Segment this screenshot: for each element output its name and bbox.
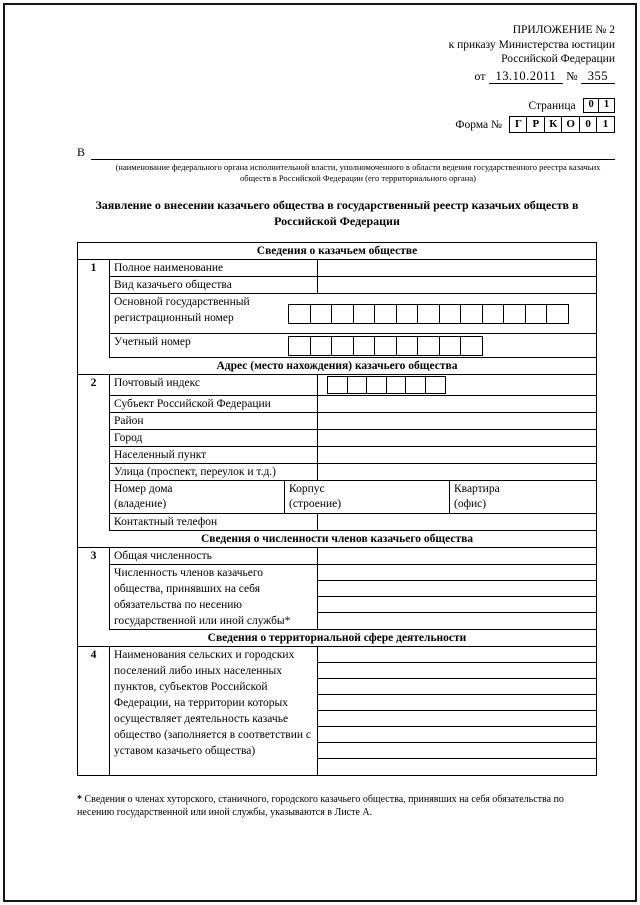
value-territory — [318, 647, 596, 775]
form-code-label: Форма № — [455, 118, 502, 131]
order-date-value: 13.10.2011 — [489, 69, 564, 85]
ruled-line — [318, 613, 596, 629]
page-number-row — [77, 98, 615, 113]
appendix-title: ПРИЛОЖЕНИЕ № 2 — [512, 24, 615, 36]
account-box — [331, 336, 354, 356]
label-account-number: Учетный номер — [114, 336, 191, 348]
section-header-membership: Сведения о численности членов казачьего общества — [78, 531, 596, 548]
label-apartment: Квартира (офис) — [454, 483, 500, 510]
section-header-address: Адрес (место нахождения) казачьего общества — [78, 358, 596, 375]
ruled-line — [318, 581, 596, 597]
ogrn-box — [503, 304, 526, 324]
group-membership — [78, 548, 596, 630]
section-header-society-info: Сведения о казачьем обществе — [78, 243, 596, 260]
ruled-line — [318, 695, 596, 711]
ogrn-digit-boxes — [288, 304, 569, 324]
ogrn-box — [288, 304, 311, 324]
date-prefix: от — [474, 68, 486, 83]
table-row — [110, 375, 596, 396]
value-ogrn — [288, 294, 596, 333]
label-district: Район — [110, 413, 318, 429]
addressee-prefix: В — [77, 145, 86, 159]
cell-building — [285, 481, 450, 513]
ogrn-box — [439, 304, 462, 324]
order-line-2: Российской Федерации — [501, 53, 615, 65]
ruled-line — [318, 759, 596, 775]
form-box-3: О — [561, 116, 580, 133]
account-box — [288, 336, 311, 356]
order-line-1: к приказу Министерства юстиции — [448, 38, 615, 51]
cell-apartment — [450, 481, 596, 513]
account-box — [374, 336, 397, 356]
addressee-note: (наименование федерального органа исполнительной власти, уполномоченного в области ведения государственного реестра казачьих обществ в Российской Федерации (его территориального органа) — [115, 162, 601, 183]
ruled-line — [318, 727, 596, 743]
postal-box — [347, 376, 368, 394]
number-sign: № — [566, 68, 578, 83]
label-society-kind: Вид казачьего общества — [110, 277, 318, 293]
value-society-kind — [318, 277, 596, 293]
group-rows-1 — [110, 260, 596, 358]
table-row — [110, 514, 596, 531]
ogrn-box — [546, 304, 569, 324]
cell-house-number — [110, 481, 285, 513]
group-society-info — [78, 260, 596, 358]
label-settlement: Населенный пункт — [110, 447, 318, 463]
label-service-members: Численность членов казачьего общества, принявших на себя обязательства по несению государственной или иной службы* — [110, 565, 318, 629]
table-row — [110, 396, 596, 413]
page-box-1: 1 — [598, 98, 615, 113]
footnote — [77, 793, 587, 819]
table-row — [110, 413, 596, 430]
group-number-3: 3 — [78, 548, 110, 630]
ogrn-box — [331, 304, 354, 324]
label-contact-phone: Контактный телефон — [110, 514, 318, 530]
form-box-2: К — [544, 116, 563, 133]
section-header-territory: Сведения о территориальной сфере деятельности — [78, 630, 596, 647]
form-box-4: 0 — [579, 116, 598, 133]
postal-box — [327, 376, 348, 394]
table-row — [110, 447, 596, 464]
group-rows-4 — [110, 647, 596, 775]
page-number-boxes — [583, 98, 615, 113]
group-number-2: 2 — [78, 375, 110, 531]
postal-box — [386, 376, 407, 394]
label-street: Улица (проспект, переулок и т.д.) — [110, 464, 318, 480]
form-code-row — [77, 116, 615, 133]
value-contact-phone — [318, 514, 596, 530]
form-box-1: Р — [526, 116, 545, 133]
label-ogrn: Основной государственный регистрационный номер — [114, 296, 250, 324]
ruled-line — [318, 565, 596, 581]
group-number-4: 4 — [78, 647, 110, 775]
value-city — [318, 430, 596, 446]
value-settlement — [318, 447, 596, 463]
page-number-label: Страница — [528, 99, 576, 112]
account-number-boxes — [288, 336, 483, 356]
ruled-line — [318, 711, 596, 727]
table-row — [110, 548, 596, 565]
order-date-line — [77, 69, 615, 85]
value-service-members — [318, 565, 596, 629]
table-row — [110, 481, 596, 514]
group-address — [78, 375, 596, 531]
table-row — [110, 294, 596, 334]
account-box — [396, 336, 419, 356]
account-box — [439, 336, 462, 356]
table-row — [110, 647, 596, 775]
form-box-0: Г — [509, 116, 528, 133]
form-box-5: 1 — [596, 116, 615, 133]
order-number-value: 355 — [581, 69, 615, 85]
ogrn-box — [353, 304, 376, 324]
label-city: Город — [110, 430, 318, 446]
page-content — [5, 5, 635, 900]
value-street — [318, 464, 596, 480]
ogrn-box — [525, 304, 548, 324]
ogrn-box — [460, 304, 483, 324]
document-title: Заявление о внесении казачьего общества в государственный реестр казачьих обществ в Российской Федерации — [95, 198, 579, 228]
table-row — [110, 260, 596, 277]
label-building: Корпус (строение) — [289, 483, 342, 510]
table-row — [110, 464, 596, 481]
postal-index-boxes — [327, 376, 446, 394]
postal-box — [425, 376, 446, 394]
account-box — [353, 336, 376, 356]
application-form-table — [77, 242, 597, 776]
group-territory — [78, 647, 596, 775]
postal-box — [366, 376, 387, 394]
table-row — [110, 334, 596, 358]
group-rows-3 — [110, 548, 596, 630]
value-total-members — [318, 548, 596, 564]
label-federation-subject: Субъект Российской Федерации — [110, 396, 318, 412]
value-federation-subject — [318, 396, 596, 412]
value-full-name — [318, 260, 596, 276]
ruled-line — [318, 647, 596, 663]
account-box — [460, 336, 483, 356]
ruled-line — [318, 679, 596, 695]
value-district — [318, 413, 596, 429]
ruled-line — [318, 743, 596, 759]
label-total-members: Общая численность — [110, 548, 318, 564]
account-box — [417, 336, 440, 356]
addressee-line — [77, 145, 615, 160]
ogrn-box — [310, 304, 333, 324]
ogrn-box — [374, 304, 397, 324]
ogrn-box — [417, 304, 440, 324]
group-number-1: 1 — [78, 260, 110, 358]
ruled-line — [318, 663, 596, 679]
label-postal-index: Почтовый индекс — [110, 375, 318, 395]
value-account-number — [288, 334, 596, 357]
label-full-name: Полное наименование — [110, 260, 318, 276]
table-row — [110, 277, 596, 294]
ruled-line — [318, 597, 596, 613]
appendix-header — [77, 23, 615, 84]
ogrn-box — [396, 304, 419, 324]
table-row — [110, 565, 596, 630]
group-rows-2 — [110, 375, 596, 531]
form-code-boxes — [509, 116, 615, 133]
footnote-marker: * — [77, 794, 82, 805]
ogrn-box — [482, 304, 505, 324]
account-box — [310, 336, 333, 356]
label-territory: Наименования сельских и городских поселений либо иных населенных пунктов, субъектов Российской Федерации, на территории которых осуществляет деятельность казачье общество (заполняется в соответствии с уставом казачьего общества) — [110, 647, 318, 775]
addressee-blank-rule — [91, 145, 615, 160]
table-row — [110, 430, 596, 447]
label-house-number: Номер дома (владение) — [114, 483, 173, 510]
footnote-text: Сведения о членах хуторского, станичного, городского казачьего общества, принявших на себя обязательства по несению государственной или иной службы, указываются в Листе А. — [77, 794, 564, 818]
page-box-0: 0 — [583, 98, 600, 113]
postal-box — [405, 376, 426, 394]
value-postal-index — [318, 375, 596, 395]
